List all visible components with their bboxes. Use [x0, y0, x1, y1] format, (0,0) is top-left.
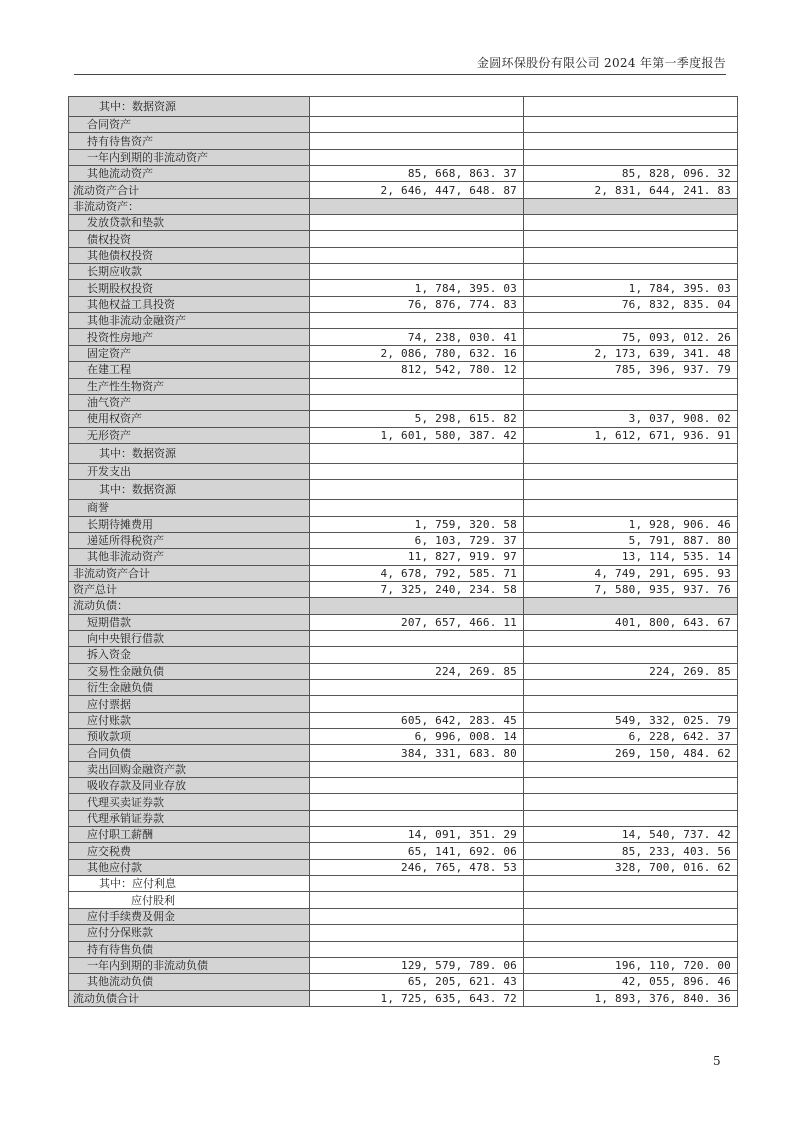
table-row: [69, 345, 738, 361]
row-label: 应付职工薪酬: [69, 827, 310, 843]
page-number: 5: [713, 1054, 721, 1068]
table-row: [69, 280, 738, 296]
prior-period-value: [524, 264, 738, 280]
current-period-value: [310, 215, 524, 231]
row-label: 使用权资产: [69, 411, 310, 427]
row-label: 油气资产: [69, 394, 310, 410]
prior-period-value: 1, 612, 671, 936. 91: [524, 427, 738, 443]
current-period-value: 65, 205, 621. 43: [310, 974, 524, 990]
current-period-value: [310, 443, 524, 463]
prior-period-value: [524, 647, 738, 663]
row-label: 交易性金融负债: [69, 663, 310, 679]
current-period-value: 129, 579, 789. 06: [310, 957, 524, 973]
current-period-value: [310, 647, 524, 663]
prior-period-value: [524, 215, 738, 231]
prior-period-value: [524, 198, 738, 214]
row-label: 资产总计: [69, 581, 310, 597]
current-period-value: 1, 601, 580, 387. 42: [310, 427, 524, 443]
row-label: 一年内到期的非流动资产: [69, 149, 310, 165]
prior-period-value: [524, 443, 738, 463]
row-label: 卖出回购金融资产款: [69, 761, 310, 777]
row-label: 代理承销证券款: [69, 810, 310, 826]
table-row: [69, 680, 738, 696]
row-label: 固定资产: [69, 345, 310, 361]
prior-period-value: [524, 778, 738, 794]
row-label: 应付票据: [69, 696, 310, 712]
current-period-value: [310, 500, 524, 516]
row-label: 其中：数据资源: [69, 480, 310, 500]
row-label: 持有待售负债: [69, 941, 310, 957]
prior-period-value: 6, 228, 642. 37: [524, 729, 738, 745]
prior-period-value: 196, 110, 720. 00: [524, 957, 738, 973]
table-row: [69, 859, 738, 875]
prior-period-value: 1, 784, 395. 03: [524, 280, 738, 296]
table-row: [69, 247, 738, 263]
prior-period-value: [524, 876, 738, 892]
table-row: [69, 215, 738, 231]
prior-period-value: 401, 800, 643. 67: [524, 614, 738, 630]
prior-period-value: [524, 231, 738, 247]
prior-period-value: 42, 055, 896. 46: [524, 974, 738, 990]
table-row: [69, 957, 738, 973]
current-period-value: 6, 996, 008. 14: [310, 729, 524, 745]
current-period-value: 224, 269. 85: [310, 663, 524, 679]
table-row: [69, 394, 738, 410]
table-row: [69, 264, 738, 280]
prior-period-value: [524, 247, 738, 263]
current-period-value: 65, 141, 692. 06: [310, 843, 524, 859]
table-row: [69, 411, 738, 427]
table-row: [69, 598, 738, 614]
current-period-value: [310, 794, 524, 810]
row-label: 持有待售资产: [69, 133, 310, 149]
current-period-value: [310, 696, 524, 712]
table-row: [69, 729, 738, 745]
current-period-value: [310, 761, 524, 777]
row-label: 在建工程: [69, 362, 310, 378]
prior-period-value: [524, 149, 738, 165]
row-label: 商誉: [69, 500, 310, 516]
prior-period-value: 328, 700, 016. 62: [524, 859, 738, 875]
current-period-value: [310, 247, 524, 263]
header-rule: [74, 74, 726, 75]
row-label: 发放贷款和垫款: [69, 215, 310, 231]
prior-period-value: 85, 233, 403. 56: [524, 843, 738, 859]
table-row: [69, 166, 738, 182]
current-period-value: 246, 765, 478. 53: [310, 859, 524, 875]
current-period-value: 2, 086, 780, 632. 16: [310, 345, 524, 361]
table-row: [69, 329, 738, 345]
prior-period-value: [524, 598, 738, 614]
current-period-value: [310, 463, 524, 479]
row-label: 债权投资: [69, 231, 310, 247]
table-row: [69, 565, 738, 581]
current-period-value: 74, 238, 030. 41: [310, 329, 524, 345]
table-row: [69, 908, 738, 924]
current-period-value: 11, 827, 919. 97: [310, 549, 524, 565]
prior-period-value: 1, 893, 376, 840. 36: [524, 990, 738, 1006]
row-label: 其他非流动资产: [69, 549, 310, 565]
current-period-value: 6, 103, 729. 37: [310, 532, 524, 548]
table-row: [69, 463, 738, 479]
current-period-value: [310, 810, 524, 826]
table-row: [69, 778, 738, 794]
current-period-value: 7, 325, 240, 234. 58: [310, 581, 524, 597]
table-row: [69, 876, 738, 892]
prior-period-value: 2, 831, 644, 241. 83: [524, 182, 738, 198]
prior-period-value: 224, 269. 85: [524, 663, 738, 679]
current-period-value: 1, 759, 320. 58: [310, 516, 524, 532]
current-period-value: 207, 657, 466. 11: [310, 614, 524, 630]
current-period-value: [310, 378, 524, 394]
table-row: [69, 581, 738, 597]
table-row: [69, 532, 738, 548]
row-label: 其他流动负债: [69, 974, 310, 990]
row-label: 其中：应付利息: [69, 876, 310, 892]
prior-period-value: 13, 114, 535. 14: [524, 549, 738, 565]
table-row: [69, 378, 738, 394]
prior-period-value: [524, 133, 738, 149]
prior-period-value: [524, 761, 738, 777]
prior-period-value: 2, 173, 639, 341. 48: [524, 345, 738, 361]
balance-sheet-table: [68, 96, 738, 1007]
prior-period-value: [524, 941, 738, 957]
table-row: [69, 117, 738, 133]
current-period-value: 14, 091, 351. 29: [310, 827, 524, 843]
current-period-value: [310, 133, 524, 149]
current-period-value: [310, 117, 524, 133]
prior-period-value: [524, 117, 738, 133]
prior-period-value: [524, 394, 738, 410]
row-label: 合同资产: [69, 117, 310, 133]
row-label: 其中：数据资源: [69, 443, 310, 463]
prior-period-value: 785, 396, 937. 79: [524, 362, 738, 378]
current-period-value: [310, 394, 524, 410]
row-label: 生产性生物资产: [69, 378, 310, 394]
current-period-value: [310, 231, 524, 247]
row-label: 开发支出: [69, 463, 310, 479]
prior-period-value: [524, 925, 738, 941]
current-period-value: [310, 598, 524, 614]
row-label: 长期应收款: [69, 264, 310, 280]
current-period-value: [310, 97, 524, 117]
prior-period-value: [524, 630, 738, 646]
row-label: 流动负债合计: [69, 990, 310, 1006]
table-row: [69, 97, 738, 117]
current-period-value: 1, 725, 635, 643. 72: [310, 990, 524, 1006]
prior-period-value: [524, 378, 738, 394]
row-label: 流动资产合计: [69, 182, 310, 198]
row-label: 其中：数据资源: [69, 97, 310, 117]
current-period-value: [310, 941, 524, 957]
table-row: [69, 362, 738, 378]
row-label: 预收款项: [69, 729, 310, 745]
table-row: [69, 427, 738, 443]
prior-period-value: 14, 540, 737. 42: [524, 827, 738, 843]
prior-period-value: [524, 680, 738, 696]
prior-period-value: [524, 313, 738, 329]
current-period-value: 5, 298, 615. 82: [310, 411, 524, 427]
prior-period-value: [524, 794, 738, 810]
row-label: 应交税费: [69, 843, 310, 859]
prior-period-value: [524, 908, 738, 924]
row-label: 应付分保账款: [69, 925, 310, 941]
table-row: [69, 892, 738, 908]
prior-period-value: [524, 810, 738, 826]
current-period-value: [310, 198, 524, 214]
current-period-value: [310, 778, 524, 794]
table-row: [69, 149, 738, 165]
table-row: [69, 761, 738, 777]
table-row: [69, 990, 738, 1006]
current-period-value: [310, 149, 524, 165]
prior-period-value: 269, 150, 484. 62: [524, 745, 738, 761]
prior-period-value: [524, 892, 738, 908]
table-row: [69, 500, 738, 516]
row-label: 向中央银行借款: [69, 630, 310, 646]
row-label: 其他权益工具投资: [69, 296, 310, 312]
current-period-value: [310, 480, 524, 500]
current-period-value: [310, 680, 524, 696]
row-label: 非流动资产：: [69, 198, 310, 214]
table-row: [69, 843, 738, 859]
row-label: 衍生金融负债: [69, 680, 310, 696]
current-period-value: 85, 668, 863. 37: [310, 166, 524, 182]
row-label: 拆入资金: [69, 647, 310, 663]
prior-period-value: [524, 480, 738, 500]
row-label: 投资性房地产: [69, 329, 310, 345]
row-label: 流动负债：: [69, 598, 310, 614]
row-label: 应付手续费及佣金: [69, 908, 310, 924]
current-period-value: [310, 892, 524, 908]
row-label: 代理买卖证券款: [69, 794, 310, 810]
row-label: 合同负债: [69, 745, 310, 761]
current-period-value: 384, 331, 683. 80: [310, 745, 524, 761]
current-period-value: 2, 646, 447, 648. 87: [310, 182, 524, 198]
prior-period-value: 7, 580, 935, 937. 76: [524, 581, 738, 597]
row-label: 长期待摊费用: [69, 516, 310, 532]
prior-period-value: 5, 791, 887. 80: [524, 532, 738, 548]
current-period-value: [310, 908, 524, 924]
row-label: 无形资产: [69, 427, 310, 443]
row-label: 其他流动资产: [69, 166, 310, 182]
current-period-value: 4, 678, 792, 585. 71: [310, 565, 524, 581]
table-row: [69, 974, 738, 990]
table-row: [69, 647, 738, 663]
table-row: [69, 516, 738, 532]
prior-period-value: [524, 463, 738, 479]
prior-period-value: [524, 696, 738, 712]
prior-period-value: 3, 037, 908. 02: [524, 411, 738, 427]
prior-period-value: [524, 97, 738, 117]
current-period-value: 812, 542, 780. 12: [310, 362, 524, 378]
table-row: [69, 941, 738, 957]
current-period-value: [310, 313, 524, 329]
prior-period-value: [524, 500, 738, 516]
table-row: [69, 443, 738, 463]
current-period-value: 605, 642, 283. 45: [310, 712, 524, 728]
current-period-value: [310, 630, 524, 646]
table-row: [69, 182, 738, 198]
row-label: 其他非流动金融资产: [69, 313, 310, 329]
row-label: 短期借款: [69, 614, 310, 630]
table-row: [69, 827, 738, 843]
row-label: 其他应付款: [69, 859, 310, 875]
table-row: [69, 925, 738, 941]
current-period-value: [310, 925, 524, 941]
row-label: 长期股权投资: [69, 280, 310, 296]
current-period-value: [310, 264, 524, 280]
row-label: 吸收存款及同业存放: [69, 778, 310, 794]
prior-period-value: 85, 828, 096. 32: [524, 166, 738, 182]
prior-period-value: 76, 832, 835. 04: [524, 296, 738, 312]
table-row: [69, 794, 738, 810]
table-row: [69, 663, 738, 679]
table-row: [69, 296, 738, 312]
table-row: [69, 614, 738, 630]
row-label: 一年内到期的非流动负债: [69, 957, 310, 973]
balance-sheet-body: [69, 97, 738, 1007]
table-row: [69, 313, 738, 329]
table-row: [69, 480, 738, 500]
table-row: [69, 549, 738, 565]
table-row: [69, 133, 738, 149]
table-row: [69, 696, 738, 712]
report-header: 金圆环保股份有限公司 2024 年第一季度报告: [476, 56, 726, 70]
current-period-value: 76, 876, 774. 83: [310, 296, 524, 312]
prior-period-value: 75, 093, 012. 26: [524, 329, 738, 345]
table-row: [69, 745, 738, 761]
table-row: [69, 712, 738, 728]
table-row: [69, 630, 738, 646]
row-label: 应付账款: [69, 712, 310, 728]
row-label: 递延所得税资产: [69, 532, 310, 548]
current-period-value: 1, 784, 395. 03: [310, 280, 524, 296]
table-row: [69, 198, 738, 214]
prior-period-value: 1, 928, 906. 46: [524, 516, 738, 532]
table-row: [69, 231, 738, 247]
row-label: 其他债权投资: [69, 247, 310, 263]
current-period-value: [310, 876, 524, 892]
row-label: 应付股利: [69, 892, 310, 908]
prior-period-value: 549, 332, 025. 79: [524, 712, 738, 728]
table-row: [69, 810, 738, 826]
prior-period-value: 4, 749, 291, 695. 93: [524, 565, 738, 581]
row-label: 非流动资产合计: [69, 565, 310, 581]
